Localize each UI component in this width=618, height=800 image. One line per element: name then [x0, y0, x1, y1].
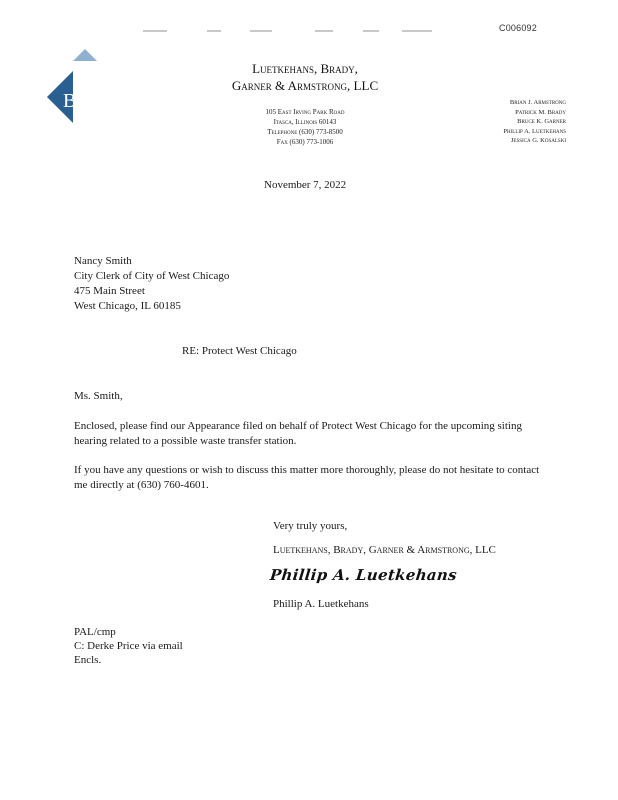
- recipient-city: West Chicago, IL 60185: [74, 300, 181, 312]
- closing: Very truly yours,: [273, 520, 348, 532]
- handwritten-signature: Phillip A. Luetkehans: [269, 566, 458, 584]
- firm-name-line1: Luetkehans, Brady,: [252, 61, 358, 76]
- letter-date: November 7, 2022: [264, 179, 347, 191]
- signer-name: Phillip A. Luetkehans: [273, 598, 369, 610]
- firm-name-line2: Garner & Armstrong, LLC: [231, 78, 379, 93]
- partner-name: Brian J. Armstrong: [509, 99, 566, 106]
- cc-line: C: Derke Price via email: [74, 640, 183, 652]
- address-city: Itasca, Illinois 60143: [273, 118, 337, 126]
- firm-logo-icon: [47, 49, 117, 129]
- logo-letter: B: [63, 90, 77, 112]
- re-line: RE: Protect West Chicago: [182, 345, 297, 357]
- address-telephone: Telephone (630) 773-8500: [267, 128, 343, 136]
- initials-line: PAL/cmp: [74, 626, 116, 638]
- enclosures-line: Encls.: [74, 654, 102, 666]
- partner-name: Jessica G. Kosalski: [510, 137, 566, 144]
- partner-name: Bruce K. Garner: [517, 118, 566, 125]
- document-id: C006092: [499, 23, 537, 33]
- recipient-name: Nancy Smith: [74, 255, 132, 267]
- address-block: [215, 107, 395, 147]
- partner-name: Patrick M. Brady: [515, 108, 566, 116]
- partners-list: [426, 98, 566, 146]
- salutation: Ms. Smith,: [74, 390, 123, 402]
- closing-firm: Luetkehans, Brady, Garner & Armstrong, LLC: [273, 544, 496, 556]
- partner-name: Phillip A. Luetkehans: [503, 127, 566, 135]
- address-street: 105 East Irving Park Road: [265, 108, 345, 116]
- body-paragraph-2: If you have any questions or wish to discuss this matter more thoroughly, please do not hesitate to contact me directly at (630) 760-4601.: [74, 464, 540, 491]
- body-paragraph-1: Enclosed, please find our Appearance filed on behalf of Protect West Chicago for the upcoming siting hearing related to a possible waste transfer station.: [74, 420, 522, 447]
- recipient-title: City Clerk of City of West Chicago: [74, 270, 230, 282]
- logo-triangle-shape: [73, 49, 97, 61]
- address-fax: Fax (630) 773-1006: [276, 138, 334, 146]
- recipient-street: 475 Main Street: [74, 285, 145, 297]
